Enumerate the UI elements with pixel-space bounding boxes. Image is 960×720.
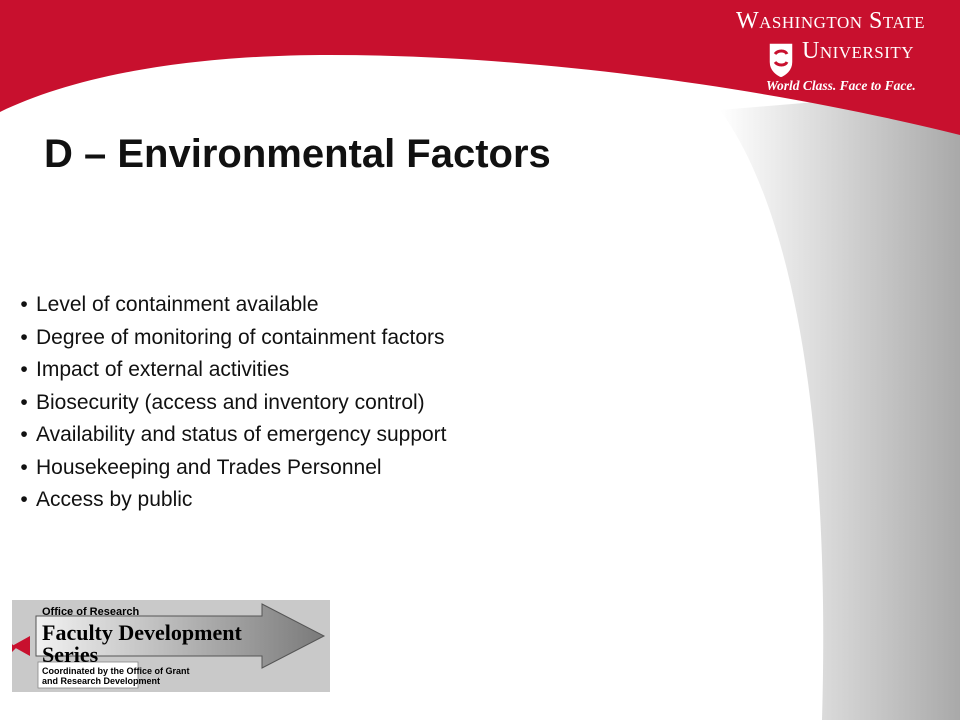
bullet-dot-icon: • — [20, 358, 28, 381]
bullet-item — [12, 456, 447, 489]
fds-coordinated-label — [42, 666, 190, 686]
fds-coordinated-line1: Coordinated by the Office of Grant — [42, 666, 190, 676]
bullet-dot-icon: • — [20, 423, 28, 446]
bullet-text: Degree of monitoring of containment factors — [36, 325, 445, 349]
bullet-list — [12, 293, 447, 521]
bullet-text: Impact of external activities — [36, 358, 290, 381]
bullet-dot-icon: • — [20, 293, 28, 316]
bullet-item — [12, 423, 447, 456]
wsu-logo — [736, 8, 952, 100]
bullet-text: Availability and status of emergency support — [36, 423, 447, 446]
fds-office-label: Office of Research — [42, 606, 140, 618]
bullet-dot-icon: • — [20, 488, 28, 511]
slide-title: D – Environmental Factors — [44, 132, 551, 176]
wsu-tagline: World Class. Face to Face. — [766, 78, 916, 93]
fds-title — [42, 622, 242, 666]
wsu-shield-icon — [766, 40, 796, 80]
bullet-item — [12, 326, 447, 359]
bullet-dot-icon: • — [20, 325, 28, 349]
bullet-text: Biosecurity (access and inventory control) — [36, 390, 425, 414]
wsu-logo-line2: University — [802, 38, 915, 64]
bullet-dot-icon: • — [20, 390, 28, 414]
bullet-item — [12, 293, 447, 326]
grey-sweep — [720, 90, 960, 720]
bullet-dot-icon: • — [20, 455, 28, 479]
fds-title-line1: Faculty Development — [42, 620, 242, 645]
bullet-text: Housekeeping and Trades Personnel — [36, 455, 382, 479]
fds-coordinated-line2: and Research Development — [42, 676, 161, 686]
bullet-item — [12, 488, 447, 521]
fds-title-line2: Series — [42, 642, 99, 667]
bullet-item — [12, 391, 447, 424]
bullet-text: Access by public — [36, 488, 193, 511]
bullet-item — [12, 358, 447, 391]
faculty-development-logo — [12, 600, 330, 692]
wsu-logo-line1: Washington State — [736, 8, 926, 34]
bullet-text: Level of containment available — [36, 293, 319, 316]
